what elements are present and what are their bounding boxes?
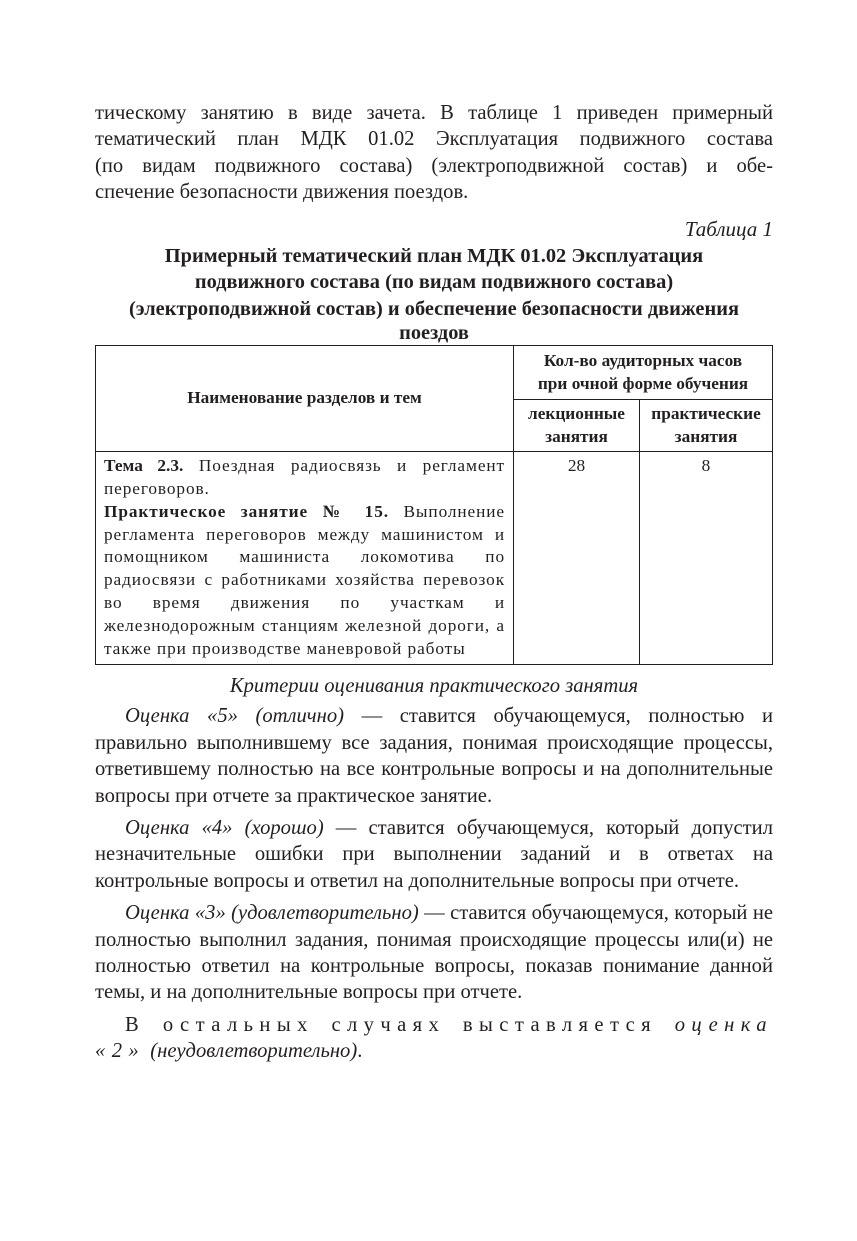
grade-2-end: . (357, 1040, 363, 1063)
intro-line: спечение безопасности движения поездов. (95, 181, 469, 204)
header-auditory-hours: Кол-во аудиторных часов при очной форме обучения (514, 346, 773, 400)
topic-label: Тема 2.3. (104, 456, 184, 476)
practical-hours: 8 (640, 452, 773, 665)
header-sections-topics: Наименование разделов и тем (96, 346, 514, 452)
table-title-line: подвижного состава (по видам подвижного состава) (194, 271, 674, 294)
grade-3-label: Оценка «3» (удовлетворительно) (125, 902, 419, 925)
document-page (95, 100, 773, 1065)
topic-text: Поездная радиосвязь и регламент переговоров. (104, 456, 505, 498)
grade-5-paragraph (95, 703, 773, 809)
header-lectures: лекционные занятия (514, 400, 640, 452)
grade-5-label: Оценка «5» (отлично) (125, 705, 345, 728)
intro-paragraph (95, 100, 773, 206)
intro-line: тематический план МДК 01.02 Эксплуатация подвижного состава (95, 128, 773, 151)
thematic-plan-table (95, 345, 773, 665)
table-title-line: Примерный тематический план МДК 01.02 Эксплуатация (164, 244, 704, 267)
intro-line: (по видам подвижного состава) (электроподвижной состав) и обе- (95, 154, 773, 177)
topic-cell (96, 452, 514, 665)
criteria-title: Критерии оценивания практического занятия (229, 675, 639, 698)
other-cases-text: В остальных случаях выставляется (125, 1013, 675, 1036)
practice-text: Выполнение регламента переговоров между машинистом и помощником машиниста локомотива по радиосвязи с работниками хозяйства перевозок во время движения по участкам и железнодорожным станциям железной дороги, а также при производстве маневровой работы (104, 501, 505, 658)
grade-4-paragraph (95, 815, 773, 894)
table-title-line: поездов (399, 322, 469, 345)
grade-2-paragraph (95, 1012, 773, 1065)
grade-3-paragraph (95, 900, 773, 1006)
grade-2-note: (неудовлетворительно) (150, 1040, 358, 1063)
table-title (95, 243, 773, 345)
practice-label: Практическое занятие № 15. (104, 501, 389, 521)
grade-4-text: — ставится обучающемуся, который допустил незначительные ошибки при выполнении заданий и в ответах на контрольные вопросы и ответил на дополнительные вопросы при отчете. (95, 816, 773, 892)
table-title-line: (электроподвижной состав) и обеспечение безопасности движения (128, 297, 739, 320)
grade-2-label: оценка «2» (95, 1013, 773, 1063)
lectures-hours: 28 (514, 452, 640, 665)
grade-4-label: Оценка «4» (хорошо) (125, 816, 324, 839)
table-row (96, 452, 773, 665)
header-practical: практические занятия (640, 400, 773, 452)
table-caption: Таблица 1 (684, 216, 773, 241)
intro-line: тическому занятию в виде зачета. В таблице 1 приведен примерный (95, 102, 773, 124)
grade-5-text: — ставится обучающемуся, полностью и правильно выполнившему все задания, понимая происходящие процессы, ответившему полностью на все контрольные вопросы и на дополнительные вопросы при отчете за практическое занятие. (95, 705, 773, 807)
grade-3-text: — ставится обучающемуся, который не полностью выполнил задания, понимая происходящие процессы или(и) не полностью ответил на контрольные вопросы, показав понимание данной темы, и на дополнительные вопросы при отчете. (95, 902, 773, 1004)
